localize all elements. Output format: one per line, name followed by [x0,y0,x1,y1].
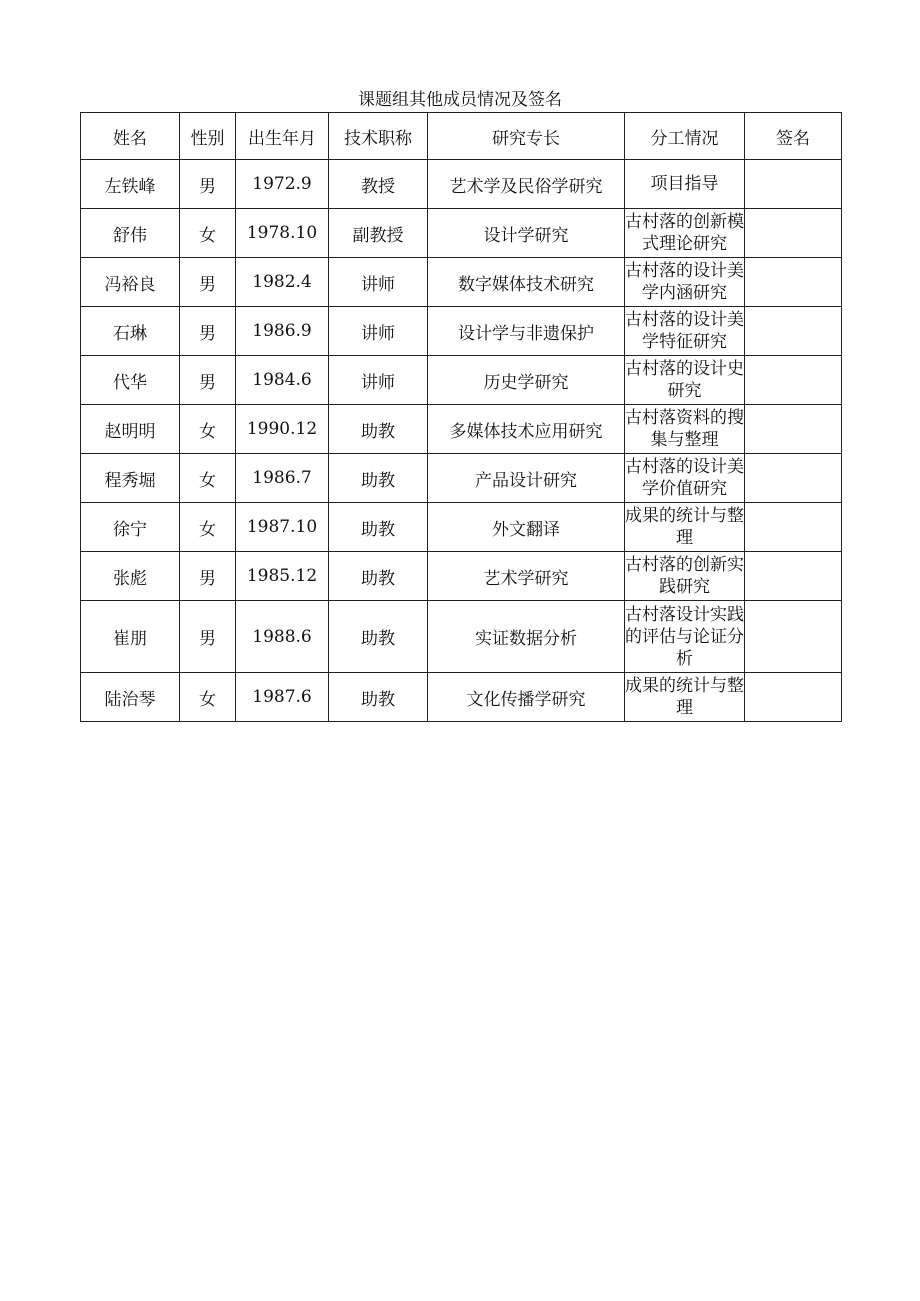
cell-division: 项目指导 [625,160,745,209]
table-row [81,258,842,307]
cell-birth: 1988.6 [236,601,329,673]
cell-gender: 男 [180,307,236,356]
cell-gender: 女 [180,454,236,503]
cell-title: 讲师 [329,258,428,307]
cell-division: 成果的统计与整理 [625,673,745,722]
cell-specialty: 设计学研究 [428,209,625,258]
table-header-row [81,113,842,160]
cell-birth: 1985.12 [236,552,329,601]
cell-title: 助教 [329,601,428,673]
cell-specialty: 实证数据分析 [428,601,625,673]
cell-specialty: 设计学与非遗保护 [428,307,625,356]
cell-signature [745,601,842,673]
cell-title: 助教 [329,673,428,722]
cell-division: 古村落的设计美学特征研究 [625,307,745,356]
cell-birth: 1986.9 [236,307,329,356]
cell-gender: 男 [180,258,236,307]
cell-signature [745,454,842,503]
cell-title: 助教 [329,454,428,503]
cell-specialty: 多媒体技术应用研究 [428,405,625,454]
cell-signature [745,258,842,307]
cell-birth: 1987.6 [236,673,329,722]
cell-signature [745,209,842,258]
cell-specialty: 历史学研究 [428,356,625,405]
cell-birth: 1984.6 [236,356,329,405]
table-row [81,503,842,552]
table-row [81,552,842,601]
cell-title: 助教 [329,405,428,454]
table-row [81,307,842,356]
cell-division: 古村落资料的搜集与整理 [625,405,745,454]
header-name: 姓名 [81,113,180,160]
cell-specialty: 艺术学及民俗学研究 [428,160,625,209]
cell-gender: 男 [180,160,236,209]
cell-gender: 女 [180,209,236,258]
header-signature: 签名 [745,113,842,160]
header-birth: 出生年月 [236,113,329,160]
document-title: 课题组其他成员情况及签名 [358,90,562,110]
cell-name: 赵明明 [81,405,180,454]
cell-title: 助教 [329,552,428,601]
members-table [80,112,842,722]
cell-signature [745,552,842,601]
table-row [81,160,842,209]
header-gender: 性别 [180,113,236,160]
cell-name: 左铁峰 [81,160,180,209]
table-row [81,356,842,405]
cell-name: 张彪 [81,552,180,601]
table-row [81,209,842,258]
cell-title: 助教 [329,503,428,552]
cell-birth: 1978.10 [236,209,329,258]
cell-title: 教授 [329,160,428,209]
cell-name: 程秀堀 [81,454,180,503]
cell-gender: 女 [180,673,236,722]
cell-birth: 1986.7 [236,454,329,503]
cell-division: 古村落的设计美学价值研究 [625,454,745,503]
cell-title: 副教授 [329,209,428,258]
cell-gender: 男 [180,601,236,673]
cell-birth: 1972.9 [236,160,329,209]
cell-signature [745,356,842,405]
cell-name: 崔朋 [81,601,180,673]
cell-specialty: 外文翻译 [428,503,625,552]
table-row [81,673,842,722]
cell-name: 陆治琴 [81,673,180,722]
cell-division: 古村落的创新实践研究 [625,552,745,601]
cell-division: 古村落的创新模式理论研究 [625,209,745,258]
cell-name: 徐宁 [81,503,180,552]
header-title: 技术职称 [329,113,428,160]
table-row [81,405,842,454]
cell-birth: 1987.10 [236,503,329,552]
cell-title: 讲师 [329,307,428,356]
cell-gender: 男 [180,356,236,405]
cell-name: 代华 [81,356,180,405]
cell-division: 古村落的设计美学内涵研究 [625,258,745,307]
cell-signature [745,673,842,722]
cell-signature [745,160,842,209]
cell-name: 舒伟 [81,209,180,258]
cell-gender: 女 [180,405,236,454]
cell-specialty: 文化传播学研究 [428,673,625,722]
cell-title: 讲师 [329,356,428,405]
table-row [81,601,842,673]
cell-birth: 1990.12 [236,405,329,454]
cell-gender: 男 [180,552,236,601]
header-division: 分工情况 [625,113,745,160]
cell-gender: 女 [180,503,236,552]
cell-signature [745,405,842,454]
cell-signature [745,503,842,552]
cell-signature [745,307,842,356]
cell-division: 古村落的设计史研究 [625,356,745,405]
cell-division: 古村落设计实践的评估与论证分析 [625,601,745,673]
cell-birth: 1982.4 [236,258,329,307]
cell-name: 石琳 [81,307,180,356]
cell-name: 冯裕良 [81,258,180,307]
cell-division: 成果的统计与整理 [625,503,745,552]
cell-specialty: 产品设计研究 [428,454,625,503]
cell-specialty: 艺术学研究 [428,552,625,601]
table-row [81,454,842,503]
cell-specialty: 数字媒体技术研究 [428,258,625,307]
header-specialty: 研究专长 [428,113,625,160]
